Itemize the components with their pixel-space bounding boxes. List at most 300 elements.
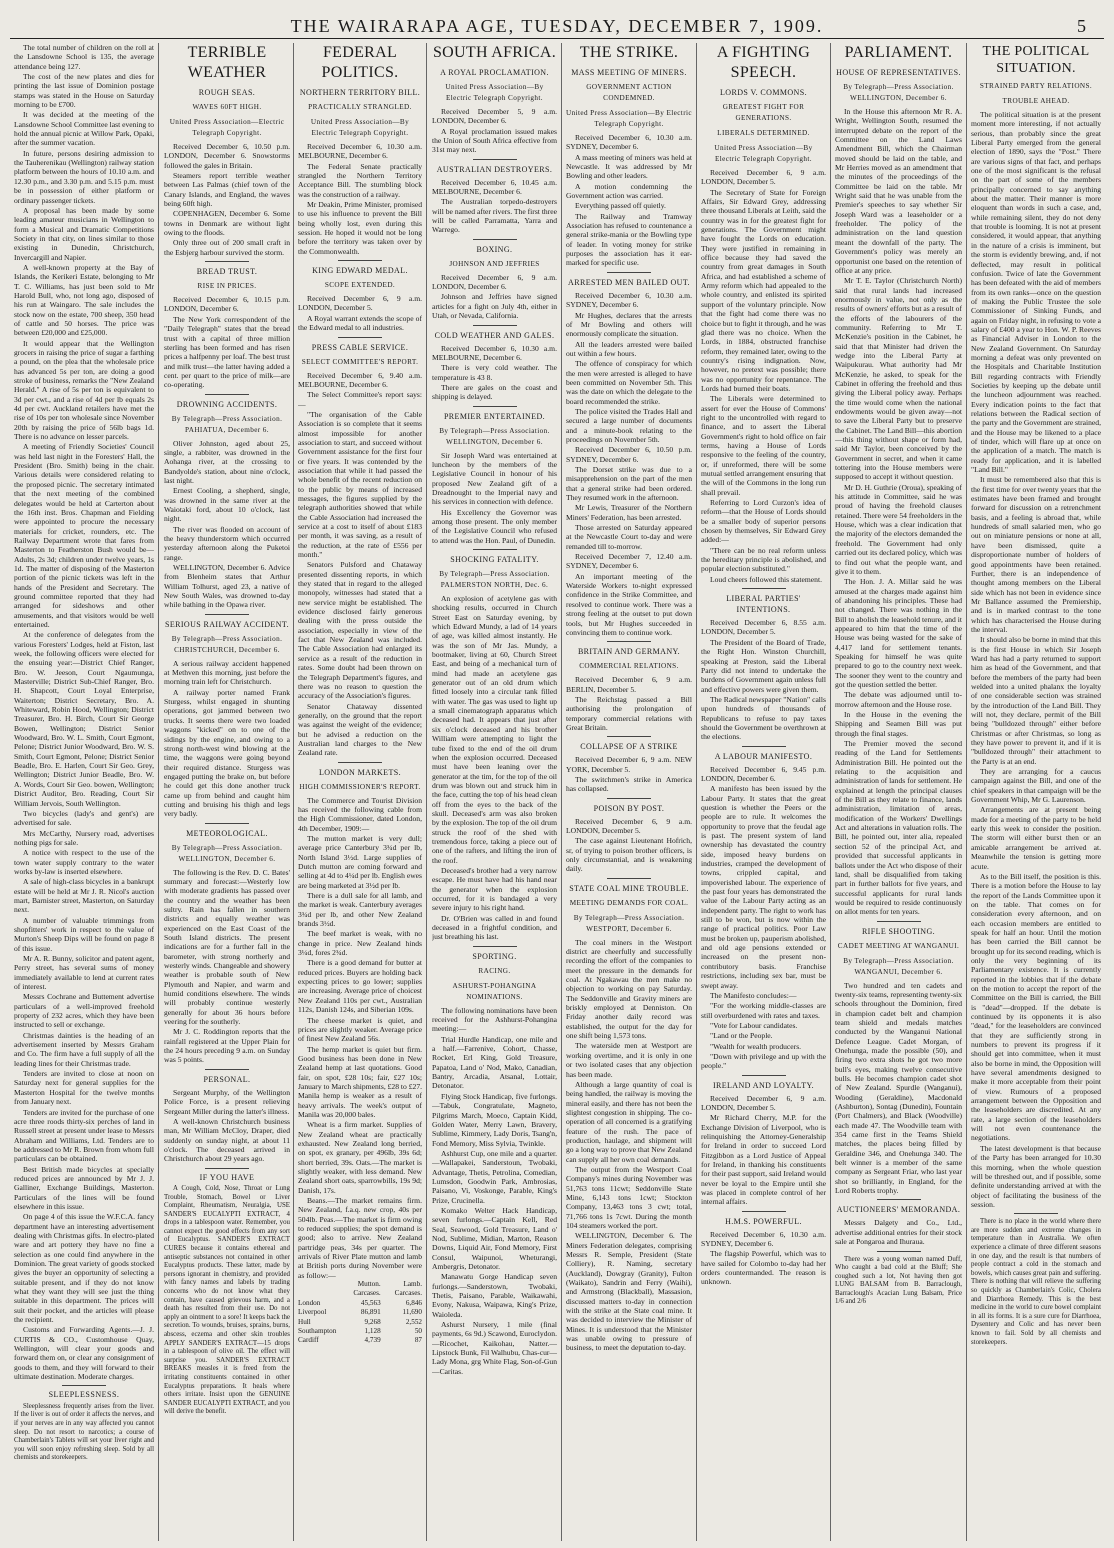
section-title: ROUGH SEAS. <box>198 88 256 97</box>
story-paragraphs <box>701 168 826 584</box>
paragraph: Mr D. H. Guthrie (Oroua), speaking of his attitude in Committee, said he was proud of having the freehold clauses retained. There were 54 freeholders in the House, which was a clear indication that the majority of the electors demanded the freehold. The Government had only carried out its declared policy, which was to find out what the people want, and give it to them. <box>835 482 962 576</box>
section-title: LIBERAL PARTIES' INTENTIONS. <box>726 594 801 615</box>
paragraph: There is a dull sale for all lamb, and the market is weak. Canterbury averages 3¾d per lb, and other New Zealand brands 3½d. <box>298 891 422 929</box>
paragraph: WELLINGTON, December 6. Advice from Blenheim states that Arthur William Tolhurst, aged 23, a native of New South Wales, was drowned to-day while bathing in the Opawa river. <box>164 563 290 610</box>
paragraph: The police visited the Trades Hall and secured a large number of documents and a minute-book relating to the proceedings on November 5th. <box>566 406 692 444</box>
paragraph: The Liberals were determined to assert for ever the House of Commons' right to the uncontrolled with regard to finance, and to assert the Liberal Government's right to hold office on fair terms, having a House of Lords responsive to the feeling of the country, or, if unreformed, there will be some mutual settled arrangement ensuring that the will of the Commons in the long run shall prevail. <box>701 394 826 497</box>
paragraph: The river was flooded on account of the heavy thunderstorm which occurred yesterday afternoon along the Puketoi range. <box>164 524 290 562</box>
column-parliament <box>835 43 962 1541</box>
section-title: PREMIER ENTERTAINED. <box>443 411 546 421</box>
credit-line: United Press Association—By Electric Telegraph Copyright. <box>310 118 410 137</box>
paragraph: Received December 6, 9 a.m. LONDON, December 5. <box>566 816 692 835</box>
paragraph: A well-known Christchurch business man, Mr William McCloy, Draper, died suddenly on sunday night, at about 11 o'clock. The deceased arrived in Christchurch about 29 years ago. <box>164 1116 290 1164</box>
story-paragraphs <box>298 371 422 758</box>
section-title: BOXING. <box>476 244 513 254</box>
table-row <box>298 1299 422 1308</box>
paragraph: They are arranging for a caucus campaign against the Bill, and one of the chief speakers in that campaign will be the Government Whip, Mr G. Laurenson. <box>971 767 1101 805</box>
paragraph: It would appear that the Wellington grocers in raising the price of sugar a farthing a pound, on the plea that the wholesale price has advanced 5s per ton, are doing a good stroke of business, remarks the "New Zealand Herald." A rise of 5s per ton is equivalent to 3d per cwt., and a rise of 4d per lb equals 2s 4d per cwt. Auckland retailers have met the rise of 10s per ton wholesale since November 20th by raising the price of 56lb bags 1d. There is no advance on lesser parcels. <box>14 338 154 442</box>
section-title: KING EDWARD MEDAL. <box>312 266 408 276</box>
section-title: POISON BY POST. <box>593 803 665 813</box>
credit-line: United Press Association—Electric Telegraph Copyright. <box>169 118 285 137</box>
paragraph: WELLINGTON, December 6. The Miners Federation delegates, comprising Messrs R. Semple, President (State Colliery), R. Naming, secretary (Auckland), Dowgray (Granity), Fulton (Waikato), Sandrin and Ferry (Waihi), and Armstrong (Blackball), Massasion, discussed matters to-day in connection with the strike at the State coal mine. It was decided to interview the Minister of Mines. It is understood that the Minister was unable owing to pressure of business, to meet the deputation to-day. <box>566 1231 692 1353</box>
credit-line: By Telegraph—Press Association. PALMERSTON NORTH, Dec. 6. <box>439 570 550 589</box>
headline: PARLIAMENT. <box>844 44 953 61</box>
divider <box>877 1199 921 1200</box>
headline: FEDERAL POLITICS. <box>321 44 399 81</box>
paragraph: The coal miners in the Westport district are cheerfully and successfully recording the effort of the companies to meet the pressure in the demands for coal. At Ngakawau the men make no objection to working on pay Saturday. The Seddonville and Gravity miners are briskly employed at Denniston. On Friday another daily record was established, the output for the day for one shift being 1,573 tons. <box>566 937 692 1041</box>
headline: THE POLITICAL SITUATION. <box>982 44 1090 76</box>
section-subtitle: TROUBLE AHEAD. <box>1002 97 1070 105</box>
column-local-news <box>14 43 154 1541</box>
local-news-paragraphs <box>14 43 154 1381</box>
table-cell: 1,128 <box>364 1326 381 1335</box>
column-divider <box>293 43 294 1541</box>
advert-text: There is no place in the world where there are more sudden and extreme changes in temperature than in Australia. We often experience a climate of three different seasons in one day, and the result is that numbers of people contract a cold in the stomach and bowels, which causes great pain and suffering. There is nothing that will relieve the suffering so quickly as Chamberlain's Colic, Cholera and Diarrhoea Remedy. This is the best medicine in the world to cure bowel complaint in all its forms. It is a sure cure for Diarrhoea, Dysentery and Colic and has never been known to fail. Sold by all chemists and storekeepers. <box>971 1218 1101 1346</box>
section-title: HOUSE OF REPRESENTATIVES. <box>836 68 961 77</box>
paragraph: The waterside men at Westport are working overtime, and it is only in one or two isolated cases that any objection has been made. <box>566 1041 692 1079</box>
column-divider <box>561 43 562 1541</box>
paragraph: Received December 6, 10.30 a.m. MELBOURNE, December 6. <box>298 142 422 161</box>
paragraph: The Hon. J. A. Millar said he was amused at the charges made against him of abandoning his principles. These had not changed. There was nothing in the Bill to abolish the leasehold tenure, and it appeared to him that the time of the House was being wasted for the sake of 4,417 land for settlement tenants. Speaking for himself he was quite prepared to go to the country next week. The sooner they went to the country and got the question settled the better. <box>835 577 962 689</box>
paragraph: The following is the Rev. D. C. Bates' summary and forecast:—Westerly low with moderate gradients has passed over the country and the weather has been sultry. Rain has fallen in southern districts and equally weather was experienced on the East Coast of the South Island districts. The present indications are for a further fall in the barometer, with strong northerly and westerly winds. Changeable and showery weather is probable south of New Plymouth and Napier, and warm and humid conditions elsewhere. The winds will probably continue westerly generally for about 36 hours before veering for the southerly. <box>164 867 290 1027</box>
paragraph: Christmas dainties is the heading of an advertisement inserted by Messrs Graham and Co. The firm have a full supply of all the leading lines for their Christmas trade. <box>14 1030 154 1068</box>
section-subtitle: ASHURST-POHANGINA NOMINATIONS. <box>452 981 537 1001</box>
paragraph: Received December 6, 9.45 p.m. LONDON, December 6. <box>701 764 826 783</box>
paragraph: Oliver Johnston, aged about 25, single, a rabbiter, was drowned in the Aohanga river, at the crossing to Bandyolde's station, about nine o'clock, last night. <box>164 438 290 485</box>
story-paragraphs <box>298 142 422 256</box>
paragraph: Received December 6, 10.30 a.m. MELBOURNE, December 6. <box>432 343 557 362</box>
table-cell: 9,268 <box>364 1317 381 1326</box>
section-subtitle: JOHNSON AND JEFFRIES <box>449 259 540 268</box>
paragraph: Customs and Forwarding Agents.—J. J. CURTIS & CO., Customhouse Quay, Wellington, will clear your goods and forward them on, or clear any consignment of goods to them, and they will forward to their ultimate destination. Moderate charges. <box>14 1325 154 1382</box>
paragraph: Received December 6, 10.15 p.m. LONDON, December 6. <box>164 295 290 314</box>
paragraph: "Wealth for wealth producers. <box>710 1041 802 1051</box>
section-title: BRITAIN AND GERMANY. <box>577 647 681 657</box>
paragraph: The beef market is weak, with no change in price. New Zealand hinds 3¼d, fores 2¾d. <box>298 929 422 958</box>
paragraph: The Federal Senate practically strangled the Northern Territory Acceptance Bill. The stumbling block was the construction of a railway. <box>298 161 422 199</box>
table-row <box>298 1318 422 1327</box>
paragraph: Arrangements are at present being made for a meeting of the party to be held early this week to consider the position. The storm will either burst then or an amicable arrangement be arrived at. Meanwhile the tension is getting more acute. <box>971 805 1101 871</box>
paragraph: A railway porter named Frank Sturgess, whilst engaged in shunting operations, got jammed between two trucks. It seems there were two loaded waggons "kicked" on to one of the sidings by the engine, and owing to a strong north-west wind blowing at the time, the waggons were going beyond their required distance. Sturgess was engaged putting the brake on, but before he could get this done another truck came up from behind and caught him cutting and bruising his thigh and legs very badly. <box>164 687 290 819</box>
masthead <box>0 0 1114 36</box>
paragraph: The output from the Westport Coal Company's mines during November was 51,763 tons 11cwt; Seddonville State Mine, 6,143 tons 1cwt; Stockton Company, 13,463 tons 3 cwt; total, 71,766 tons 1s 7cwt. During the month 104 steamers worked the port. <box>566 1164 692 1230</box>
table-cell: 50 <box>414 1326 422 1335</box>
story-paragraphs <box>164 868 290 1065</box>
story-paragraphs <box>164 142 290 257</box>
paragraph: Received December 6, 9 a.m. LONDON, December 5. <box>701 168 826 187</box>
paragraph: It must be remembered also that this is the first time for over twenty years that the estimates have been framed and brought forward for discussion on a retrenchment basis, and a feeling is abroad that, while hundreds of small salaried men, who go out on miniature pensions or none at all, have been dismissed, quite a disproportionate number of holders of good appointments have been retained. Further, there is an independence of thought among members on the Liberal side which has not been in evidence since Mr Ballance assumed the Premiership, and is in marked contrast to the tone which has characterised the House during the interval. <box>971 475 1101 634</box>
paragraph: "There can be no real reform unless the hereditary principle is abolished, and popular election substituted." <box>701 545 826 574</box>
paragraph: The Manifesto concludes:— <box>710 990 797 1000</box>
column-federal-politics <box>298 43 422 1541</box>
section-title: PERSONAL. <box>203 1074 251 1084</box>
headline: TERRIBLE WEATHER <box>187 44 267 81</box>
paragraph: The total number of children on the roll at the Lansdowne School is 135, the average attendance being 127. <box>14 43 154 71</box>
paragraph: Messrs Cochrane and Buttement advertise particulars of a well-improved freehold property of 232 acres, which they have been instructed to sell or exchange. <box>14 992 154 1030</box>
paragraph: The New York correspondent of the "Daily Telegraph" states that the bread trust with a capital of three million sterling has been formed and has risen prices a halfpenny per loaf. The best trust and milk trust—the latter having added a cent. per quart to the price of milk—are co-operating. <box>164 314 290 390</box>
story-paragraphs <box>432 344 557 402</box>
advert-title: IF YOU HAVE <box>199 1172 255 1182</box>
divider <box>205 1168 249 1169</box>
paragraph: The flagship Powerful, which was to have sailed for Colombo to-day had her orders countermanded. The reason is unknown. <box>701 1249 826 1287</box>
paragraph: "Vote for Labour candidates. <box>710 1020 798 1030</box>
credit-line: By Telegraph—Press Association. WESTPORT, December 6. <box>573 913 685 933</box>
paragraph: Ernest Cooling, a shepherd, single, was drowned in the same river at the Waiotaki ford, about 10 o'clock, last night. <box>164 486 290 524</box>
story-paragraphs <box>432 273 557 321</box>
table-cell: London <box>298 1298 321 1307</box>
paragraph: The hemp market is quiet but firm. Good business has been done in New Zealand hemp at last quotations. Good fair, on spot, £28 10s; fair, £27 10s; January to March shipments, £28 to £27. Manila hemp is weaker as a result of heavy arrivals. The week's output of Manila was 20,000 bales. <box>298 1044 422 1119</box>
paragraph: A proposal has been made by some leading amateur musicians in Wellington to form a Musical and Dramatic Competitions Society in that city, on lines similar to those existing in Dunedin, Christchurch, Invercargill and Napier. <box>14 205 154 262</box>
section-subtitle: STRAINED PARTY RELATIONS. <box>979 82 1093 90</box>
table-cell: 86,891 <box>360 1308 381 1317</box>
column-divider <box>426 43 427 1541</box>
headline: A FIGHTING SPEECH. <box>716 44 811 81</box>
divider <box>742 746 786 747</box>
paragraph: Received December 6, 8.55 a.m. LONDON, December 5. <box>701 618 826 637</box>
table-header: Lamb. Carcases. <box>394 1280 422 1298</box>
advert-title: SLEEPLESSNESS. <box>48 1390 120 1400</box>
paragraph: A serious railway accident happened at Methven this morning, just before the morning train left for Christchurch. <box>164 658 290 687</box>
section-subtitle: GREATEST FIGHT FOR GENERATIONS. <box>722 103 805 122</box>
section-title: LONDON MARKETS. <box>319 767 401 777</box>
paragraph: On page 4 of this issue the W.F.C.A. fancy department have an interesting advertisement dealing with Christmas gifts. In electro-plated ware and art pottery they have no fine a selection as one could find anywhere in the Dominion. The great variety of goods stocked gives the buyer an opportunity of selecting a suitable present, and if they do not know what they want they will see just the thing suitable in this department. The prices will suit their pocket, and the articles will please the recipient. <box>14 1212 154 1325</box>
paragraph: Tenders are invited to close at noon on Saturday next for general supplies for the Masterton Hospital for the twelve months from January next. <box>14 1069 154 1107</box>
section-subtitle: CADET MEETING AT WANGANUI. <box>837 941 960 950</box>
story-paragraphs <box>164 295 290 389</box>
paragraph: Mr Richard Cherry, M.P. for the Exchange Division of Liverpool, who is relinquishing the Attorney-Generalship for Ireland in order to succeed Lord Fitzgibbon as a Lord Justice of Appeal for Ireland, in thanking his constituents for their past support, said Ireland would never be loyal to the Empire until she was placed in complete control of her internal affairs. <box>701 1113 826 1207</box>
table-header <box>298 1280 336 1299</box>
column-divider <box>966 43 967 1541</box>
paragraph: The case against Lieutenant Hofrich, sr, of trying to poison brother officers, is only circumstantial, and is weakening daily. <box>566 836 692 874</box>
divider <box>62 1385 106 1386</box>
section-title: PRESS CABLE SERVICE. <box>311 342 409 352</box>
paragraph: The cost of the new plates and dies for printing the last issue of Dominion postage stamps was stated in the House on Saturday morning to be £700. <box>14 72 154 110</box>
paragraph: The President of the Board of Trade, the Right Hon. Winston Churchill, speaking at Preston, said the Liberal Party did not intend to undertake the burdens of Government again unless full and effective powers were given them. <box>701 637 826 694</box>
divider <box>205 1069 249 1070</box>
paragraph: Manawatu Gorge Handicap seven furlongs.—Sanderstown, Twobaki, Thetis, Paisano, Parable, Waikawahi, Evony, Nakusa, Waipawa, King's Prize, Waioleda. <box>432 1272 557 1319</box>
story-paragraphs <box>566 675 692 732</box>
masthead-rule <box>10 38 1104 39</box>
table-cell: 11,690 <box>402 1308 422 1317</box>
paragraph: A mass meeting of miners was held at Newcastle. It was addressed by Mr Bowling and other leaders. <box>566 152 692 181</box>
paragraph: In the House this afternoon Mr R. A. Wright, Wellington South, resumed the interrupted debate on the report of the Committee on the Land Laws Amendment Bill, which the Chairman moved should be laid on the table, and Mr Herries moved as an amendment that the minutes of the proceedings of the Committee be laid on the table. Mr Wright said that he was unable from the Premier's speeches to say whether Sir Joseph Ward was a leaseholder or a freeholder. The policy of the administration on the land question meant the downfall of the party. The Government's policy was merely an opportunist one based on the retention of office at any price. <box>835 107 962 275</box>
divider <box>607 736 651 737</box>
paragraph: Everything passed off quietly. <box>575 201 666 211</box>
paragraph: An explosion of acetylene gas with shocking results, occurred in Church Street East on Saturday evening, by which Edward Mundy, a lad of 14 years of age, was killed almost instantly. He was the son of Mr Jas. Mundy, a bootmaker, living at 60, Church Street East, and being of a mechanical turn of mind had made an acetylene gas generator out of an old drum which fitted loosely into a circular tank filled with water. The gas was used to light up a small cinematograph apparatus which deceased had. It appears that just after six o'clock deceased and his brother William were attempting to light the tube fixed to the end of the oil drum when the explosion occurred. Deceased must have been leaning over the generator at the tim, for the top of the oil drum was blown out and struck him in the face, cutting the top of his head clean off from the eyes to the back of the skull. Deceased's arm was also broken by the explosion. The top of the oil drum struck the roof of the shed with tremendous force, taking a piece out of one of the rafters, and lifting the iron of the roof. <box>432 594 557 865</box>
divider <box>607 272 651 273</box>
paragraph: Senators Pulsford and Chataway presented dissenting reports, in which they stated that in regard to the alleged monopoly, witnesses had stated that a new service might be established. The evidence disclosed fairly generous dealing with the press outside the association, especially in view of the fact that New Zealand was included. The Cable Association had enlarged its service as a result of the reduction in rates. Some doubt had been thrown on the Telegraph Department's figures, and there was no reason to question the accuracy of the Association's figures. <box>298 560 422 701</box>
section-title: MASS MEETING OF MINERS. <box>571 68 687 77</box>
paragraph: "The organisation of the Cable Association is so complete that it seems almost impossible for another association to start, and succeed without Government assistance for the first four or five years. It was contended by the association that while it had passed the whole benefit of the recent reduction on to the public by means of increased messages, the figures supplied by the telegraph authorities showed that while the Cable Association had increased the service at a cost to itself of about £183 per month, it was saving, as a result of the reduction, at the rate of £556 per month." <box>298 409 422 560</box>
section-subtitle: HIGH COMMISSIONER'S REPORT. <box>299 782 421 791</box>
headline: THE STRIKE. <box>579 44 679 61</box>
paragraph: A well-known property at the Bay of Islands, the Kerikeri Estate, belonging to Mr T. C. Williams, has just been sold to Mr Harold Bull, who, not long ago, disposed of his run at Waingaro. The sale includes the stock now on the estate, 700 sheep, 350 head of cattle and 50 horses. The price was between £20,000 and £25,000. <box>14 262 154 338</box>
paragraph: Mr Lewis, Treasurer of the Northern Miners' Federation, has been arrested. <box>566 503 692 522</box>
credit-line: United Press Association—By Electric Telegraph Copyright. <box>566 109 692 128</box>
table-row <box>298 1336 422 1345</box>
table-cell: Hull <box>298 1317 311 1326</box>
advert-text: There was a young woman named Duff, Who caught a bad cold at the Bluff; She coughed such a lot, Not having then got LUNG BALSAM from B. Barraclough, Barraclough's Acacian Lung Balsam, Price 1/6 and 2/6 <box>835 1255 962 1306</box>
column-weather <box>164 43 290 1541</box>
story-paragraphs <box>432 1006 557 1376</box>
credit-line: By Telegraph—Press Association. WANGANUI, December 6. <box>843 956 954 976</box>
story-paragraphs <box>164 1088 290 1164</box>
credit-line: By Telegraph—Press Association. WELLINGTON, December 6. <box>843 83 954 102</box>
table-row <box>298 1308 422 1317</box>
paragraph: Received December 6, 9 a.m. LONDON, December 6. <box>432 272 557 292</box>
paragraph: Loud cheers followed this statement. <box>710 574 822 584</box>
divider <box>473 946 517 947</box>
paragraph: His Excellency the Governor was among those present. The only member of the Legislative Council who refused to attend was the Hon. Paul, of Dunedin. <box>432 507 557 545</box>
column-strike <box>566 43 692 1541</box>
divider <box>205 394 249 395</box>
story-paragraphs <box>298 294 422 332</box>
paragraph: A manifesto has been issued by the Labour Party. It states that the great question is whether the Peers or the people are to rule. It welcomes the opportunity to prove that the feudal age is past. The present system of land ownership has devastated the country side, imposed heavy burdens on industries, cramped the development of towns, crippled capital, and impoverished labour. The experience of the past four years has demonstrated the value of the Labour Party acting as an independent party. The right to work has still to be won, but is now within the range of practical politics. Poor Law must be broken up, pauperism abolished, and old age pensions extended or increased on the present non-contributory basis. Franchise restrictions, including sex bar, must be swept away. <box>701 784 826 990</box>
column-fighting-speech <box>701 43 826 1541</box>
paragraph: Messrs Dalgety and Co., Ltd., advertise additional entries for their stock sale at Pongaroa and Ihuraua. <box>835 1218 962 1247</box>
paragraph: Mrs McCarthy, Nursery road, advertises nothing pigs for sale. <box>14 828 154 847</box>
divider <box>473 549 517 550</box>
paragraph: The Reichstag passed a Bill authorising the prolongation of temporary commercial relations with Great Britain. <box>566 694 692 732</box>
paragraph: In future, persons desiring admission to the Tauherenikau (Wellington) railway station platform between the hours of 10.10 a.m. and 12.30 p.m., and 3.30 p.m. and 5.15 p.m. must be in possession of either platform or ordinary passenger tickets. <box>14 148 154 205</box>
column-divider <box>696 43 697 1541</box>
story-paragraphs <box>835 981 962 1196</box>
section-subtitle: LIBERALS DETERMINED. <box>717 129 810 137</box>
advert-text: Sleeplessness frequently arises from the liver. If the liver is out of order it affects the nerves, and if your nerves are in any way affected you cannot sleep. Do not resort to narcotics; a course of Chamberlain's Tablets will set your liver right and you will soon enjoy refreshing sleep. Sold by all chemists and storekeepers. <box>14 1402 154 1462</box>
divider <box>742 588 786 589</box>
story-paragraphs <box>432 451 557 545</box>
divider <box>742 1075 786 1076</box>
story-paragraphs <box>164 439 290 610</box>
paragraph: Two bicycles (lady's and gent's) are advertised for sale. <box>14 808 154 828</box>
paragraph: The latest development is that because of the Party has been arranged for 10.30 this morning, when the whole question will be threshed out, and if possible, some definite understanding arrived at with the object of facilitating the business of the session. <box>971 1143 1101 1209</box>
table-cell: 4,739 <box>364 1336 381 1345</box>
table-cell: 45,563 <box>360 1298 381 1307</box>
advert-text: A Cough, Cold, Nose, Throat or Lung Trouble, Stomach, Bowel or Liver Complaint, Rheumatism, Neuralgia, USE SANDER'S EUCALYPTI EXTRACT, 4 drops in a tablespoon water. Remember, you cannot expect the good effects from any sort of Eucalyptus. SANDER'S EXTRACT CURES because it contains ethereal and antiseptic substances not contained in other Eucalyptus products. These latter, made by persons ignorant in chemistry, and provided with fancy names and labels by trading concerns who do not know what they contain, have caused grievous harm, and a death has resulted from their use. Do not apply an ointment to a sore! It keeps back the secretion. To wounds, bruises, sprains, burns, abscess, eczema and other skin troubles APPLY SANDER'S EXTRACT—15 drops in a tablespoon of olive oil. The effect will surprise you. SANDER'S EXTRACT BREAKS measles it is freed from the irritating constituents contained in other Eucalyptus preparations. It heals where others irritate. Insist upon the GENUINE SANDER EUCALYPTI EXTRACT, and you will derive the benefit. <box>164 1184 290 1416</box>
table-cell: 87 <box>414 1336 422 1345</box>
paragraph: Sir Joseph Ward was entertained at luncheon by the members of the Legislative Council in honour of his proposed New Zealand gift of a Dreadnought to the Imperial navy and his services in connection with defence. <box>432 450 557 507</box>
section-subtitle: RISE IN PRICES. <box>197 282 257 291</box>
paragraph: Ashurst Nursery, 1 mile (final payments, 6s 9d.) Scawond, Euroclydon.—Ricochet, Kaikohau, Natter.—Lipstock Bunk, Fil Walhubu, Chas-cur—Lady Mona, grg White Flag, Son-of-Gun—Caritas. <box>432 1320 557 1376</box>
story-paragraphs <box>432 178 557 235</box>
section-subtitle: GOVERNMENT ACTION CONDEMNED. <box>586 83 672 102</box>
paragraph: COPENHAGEN, December 6. Some towns in Denmark are without light owing to the floods. <box>164 209 290 238</box>
paragraph: Mr Hughes, declares that the arrests of Mr Bowling and others will enormously complicate the situation. <box>566 310 692 339</box>
credit-line: By Telegraph—Press Association. PAHIATUA, December 6. <box>171 414 283 434</box>
table-cell: 6,846 <box>405 1298 422 1307</box>
paragraph: Received December 6, 10.30 a.m. SYDNEY, December 6. <box>566 290 692 310</box>
paragraph: A number of valuable trimmings from shopfitters' work in respect to the value of Murton's Sheep Dips will be found on page 8 of this issue. <box>14 915 154 953</box>
paragraph: Johnson and Jeffries have signed articles for a fight on July 4th, either in Utah, or Nevada, California. <box>432 292 557 321</box>
story-paragraphs <box>432 594 557 942</box>
paragraph: The Select Committee's report says:— <box>298 390 422 409</box>
paragraph: The Secretary of State for Foreign Affairs, Sir Edward Grey, addressing three thousand Liberals at Leith, said the country was in for the greatest fight for generations. The Government might have fought the Lords on education. They were justified in remaining in office because they had saved the country from great damages in South Africa, and had established a scheme of Army reform which had appealed to the whole country, and enlisted its spirited support of the voluntary principle. Now that the fight had come there was no choice but to fight it through, and he was glad there was no choice. When the Lords, in 1884, obstructed franchise reform, they remained later, owing to the country's rising indignation. Now, however, no pretext was possible; there was no opportunity for repentance. The Lords had burned their boats. <box>701 187 826 393</box>
paragraph: Two hundred and ten cadets and twenty-six teams, representing twenty-six schools throughout the Dominion, fired in champion cadet belt and champion team shield and medals matches conducted by the Wanganui National Defence League. Cadet Morgan, of Onehunga, made the possible (50), and firing two extra shots he got two more bull's eyes, making twelve consecutive bulls. He becomes champion cadet shot of New Zealand. Spurdle (Wanganui), Wooding (Geraldine), Macdonald (Ashburton), Sontag (Dunedin), Fountain (Port Chalmers), and Black (Woodville) each made 47. The Woodville team with 354 came first in the Teams Shield matches, the places being filled by Geraldine 346, and Onehunga 340. The belt winner is a member of the same company as Sergeant Friar, who last year shot so brilliantly, in England, for the Lord Roberts trophy. <box>835 980 962 1196</box>
divider <box>607 798 651 799</box>
story-paragraphs <box>701 618 826 741</box>
paragraph: The debate was adjourned until to-morrow afternoon and the House rose. <box>835 690 962 709</box>
paragraph: The following nominations have been received for the Ashhurst-Pohangina meeting:— <box>432 1005 557 1034</box>
paragraph: All the leaders arrested were bailed out within a few hours. <box>566 339 692 358</box>
paragraph: Received December 6, 10.50 p.m. SYDNEY, December 6. <box>566 445 692 464</box>
headline: SOUTH AFRICA. <box>432 44 557 61</box>
story-paragraphs <box>298 796 422 1281</box>
section-title: SHOCKING FATALITY. <box>450 555 539 564</box>
credit-line: By Telegraph—Press Association. WELLINGTON, December 6. <box>439 426 550 446</box>
paragraph: There are gales on the coast and shipping is delayed. <box>432 382 557 402</box>
story-paragraphs <box>701 1094 826 1207</box>
section-subtitle: COMMERCIAL RELATIONS. <box>579 662 679 671</box>
paragraph: The Commerce and Tourist Division has received the following cable from the High Commissioner, dated London, 4th December, 1909:— <box>298 795 422 833</box>
section-subtitle: RACING. <box>478 966 511 975</box>
paragraph: Tenders are invited for the purchase of one acre three roods thirty-six perches of land in Russell street at present under lease to Messrs Abraham and Williams, Ltd. Tenders are to be addressed to Mr R. Brown from whom full particulars can be obtained. <box>14 1107 154 1164</box>
paragraph: "Down with privilege and up with the people." <box>701 1051 826 1071</box>
paragraph: Senator Chataway dissented generally, on the ground that the report was against the weight of the evidence; but he advised a reduction on the Australian land charges to the New Zealand rate. <box>298 701 422 758</box>
story-paragraphs <box>164 659 290 819</box>
divider <box>338 260 382 261</box>
story-paragraphs <box>566 755 692 793</box>
paragraph: Wheat is a firm market. Supplies of New Zealand wheat are practically exhausted. New Zealand long berried, on spot, ex granary, per 496lb, 39s 6d; short berried, 39s. Oats.—The market is slightly weaker, with less demand. New Zealand short oats, sparrowbills, 19s 9d; Danish, 17s. <box>298 1120 422 1195</box>
divider <box>205 823 249 824</box>
section-title: H.M.S. POWERFUL. <box>725 1216 802 1226</box>
credit-line: By Telegraph—Press Association. WELLINGTON, December 6. <box>171 843 283 863</box>
story-paragraphs <box>971 110 1101 1209</box>
paragraph: A Royal proclamation issued makes the Union of South Africa effective from 31st may next. <box>432 126 557 155</box>
paragraph: The Premier moved the second reading of the Land for Settlements Administration Bill. He pointed out the relating to the acquisition and administration of lands for settlement. He explained at length the principal clauses of the Bill as they relate to finance, lands administration, limitation of areas, modification of the Workers' Dwellings Act and alterations in valuation rolls. The Bill, he pointed out, inter alia, repealed section 52 of the principal Act, and provided that successful applicants in ballots under the Act who dispose of their land, shall be disqualified from taking part in further ballots for five years, and successful applicants for rural lands would be required to reside continuously on allot ments for ten years. <box>835 739 962 917</box>
divider <box>473 239 517 240</box>
paragraph: Only three out of 200 small craft in the Esbjerg harbour survived the storm. <box>164 238 290 257</box>
story-paragraphs <box>701 765 826 1071</box>
paragraph: Received December 6, 9 a.m. NEW YORK, December 5. <box>566 755 692 774</box>
column-divider <box>830 43 831 1541</box>
paragraph: "For the working middle-classes are still overburdened with rates and taxes. <box>701 1001 826 1020</box>
column-divider <box>158 43 159 1541</box>
table-cell: Cardiff <box>298 1336 319 1345</box>
section-title: IRELAND AND LOYALTY. <box>712 1080 815 1090</box>
paragraph: Mr Deakin, Prime Minister, promised to use his influence to prevent the Bill being wholly lost, even during this session. He hoped it would not be long before the territory was taken over by the Commonwealth. <box>298 200 422 256</box>
paragraph: Deceased's brother had a very narrow escape. He must have had his hand near the generator when the explosion occurred, for it is bandaged a very severe injury to his right hand. <box>432 865 557 913</box>
paragraph: Dr. O'Brien was called in and found deceased in a frightful condition, and just breathing his last. <box>432 913 557 942</box>
divider <box>742 1211 786 1212</box>
paragraph: Ashhurst Cup, one mile and a quarter.—Wallapakei, Sanderstoun, Twobaki, Advantage, Thetis, Petrolina, Comedian, Lumsdon, Goodwin Park, Ambrosias, Paisano, Vi, Voskonge, Parable, King's Prize, Crucinella. <box>432 1148 557 1205</box>
paragraph: Steamers report terrible weather between Las Palmas (chief town of the Canary Islands, and England, the waves being 60ft high. <box>164 171 290 209</box>
section-title: AUSTRALIAN DESTROYERS. <box>436 164 553 174</box>
credit-line: By Telegraph—Press Association. CHRISTCHURCH, December 6. <box>171 634 283 654</box>
divider <box>205 614 249 615</box>
paragraph: Trial Hurdle Handicap, one mile and a half.—Farrenive, Cohort, Chasse, Rocket, Erl King, Gold Treasure, Papatoa, Land o' Nod, Mako, Canadian, Bantry, Arcadia, Atsanal, Lottair, Detonator. <box>432 1034 557 1091</box>
section-title: A LABOUR MANIFESTO. <box>714 751 813 761</box>
column-political-situation <box>971 43 1101 1541</box>
paragraph: Those arrested on Saturday appeared at the Newcastle Court to-day and were remanded till to-morrow. <box>566 523 692 551</box>
divider <box>877 1251 921 1252</box>
paragraph: Mr T. E. Taylor (Christchurch North) said that rural lands had increased enormously in value, not only as the results of owners' efforts but as a result of the efforts of the labourers of the community. Referring to Mr T. McKenzie's position in the Cabinet, he said that that Minister had driven the wedge into the Liberal Party at Waipukurau. What authority had Mr McKenzie, he asked, to speak for the Cabinet in offering the freehold and thus giving the Liberal policy away. Perhaps the time would come when the national endowments would be given away—not to save the Liberal Party but to preserve the Cabinet. The Land Bill—this abortion—this thing without shape or form had, said Mr Taylor, been conceived by the Government in secret, and when it came tottering into the House members were supposed to accept it without question. <box>835 276 962 482</box>
paragraph: A sale of high-class bicycles in a bankrupt estate will be held at Mr J. R. Nicol's auction mart, Barnister street, Masterton, on Saturday next. <box>14 877 154 915</box>
paragraph: Received December 7, 12.40 a.m. SYDNEY, December 6. <box>566 552 692 571</box>
section-subtitle: WAVES 60FT HIGH. <box>192 103 262 111</box>
table-cell: 2,552 <box>405 1317 422 1326</box>
paragraph: A meeting of Friendly Societies' Council was held last night in the Foresters' Hall, the President (Bro. Smith) being in the chair. Various details were considered relating to the proposed picnic. The secretary intimated that the next meeting of the combined delegates would be held at Carterton about the 16th inst. Bros. Chapman and Fielding were appointed to procure the necessary materials for cricket, rounders, etc. The Railway Department wrote that fares from Masterton to Featherston Bush would be—Adults, 2s 3d; children under twelve years, 1s 1d. The matter of disposing of the Masterton portion of the picnic tickets was left in the hands of the President and Secretary. The ground committee reported that they had arranged for sideshows and other amusements, and that visitors would be well entertained. <box>14 442 154 629</box>
paragraph: The Dorset strike was due to a misapprehension on the part of the men that a general strike had been ordered. They resumed work in the afternoon. <box>566 465 692 503</box>
paragraph: Mr J. C. Roddington reports that the rainfall registered at the Upper Plain for the 24 hours preceding 9 a.m. on Sunday was 5 points. <box>164 1027 290 1065</box>
divider <box>877 921 921 922</box>
paragraph: Beans.—The market remains firm. New Zealand, f.a.q. new crop, 40s per 504lb. Peas.—The market is firm owing to reduced supplies; the spot demand is good; also to arrive. New Zealand partridge peas, 34s per quarter. The arrivals of River Plate mutton and lamb at British ports during November were as follow:— <box>298 1196 422 1280</box>
paragraph: Komako Welter Hack Handicap, seven furlongs.—Captain Kell, Red Seal, Seawood, Gold Treasure, Land o' Nod, Sublime, Midian, Marton, Reason Downs, Liquid Air, Fond Memory, First Consul, Waipunoi, Wheturangi, Ambergris, Detonator. <box>432 1205 557 1271</box>
paragraph: The Railway and Tramway Association has refused to countenance a general strike-mania or the Bowling type of leader. In voting money for strike purposes the association has it ear-marked for specific use. <box>566 211 692 268</box>
section-title: COLD WEATHER AND GALES. <box>434 330 555 340</box>
paragraph: The offence of conspiracy for which the men were arrested is alleged to have been committed on November 5th. This was the date on which the delegate to the board recommended the strike. <box>566 359 692 406</box>
credit-line: United Press Association—By Electric Telegraph Copyright. <box>445 83 544 102</box>
paragraph: Received December 6, 10.45 a.m. MELBOURNE, December 6. <box>432 177 557 197</box>
story-paragraphs <box>432 107 557 155</box>
paragraph: Flying Stock Handicap, five furlongs.—Tabuk, Congratulate, Magneto, Pilgrims March, Moeco, Captain Kidd, Golden Water, Merry Lawn, Bravery, Sublime, Kimmery, Lady Doris, Tsang'n, Fond Memory, Miss Sylvia, Twinkle. <box>432 1091 557 1148</box>
paragraph: The cheese market is quiet, and prices are slightly weaker. Average price of finest New Zealand 56s. <box>298 1015 422 1044</box>
paragraph: It was decided at the meeting of the Lansdowne School Committee last evening to hold the annual picnic at Willow Park, Opaki, after the summer vacation. <box>14 110 154 148</box>
paragraph: Best British made bicycles at specially reduced prices are announced by Mr J. J. Galliner, Exchange Buildings, Masterton. Particulars of the lines will be found elsewhere in this issue. <box>14 1164 154 1211</box>
table-cell: Liverpool <box>298 1308 327 1317</box>
section-subtitle: SELECT COMMITTEE'S REPORT. <box>301 357 419 366</box>
page-number: 5 <box>1077 16 1086 36</box>
paragraph: A motion condemning the Government action was carried. <box>566 181 692 201</box>
divider <box>607 878 651 879</box>
masthead-title: THE WAIRARAPA AGE, TUESDAY, DECEMBER 7, 1909. <box>290 16 824 36</box>
section-title: BREAD TRUST. <box>196 267 258 277</box>
section-title: SERIOUS RAILWAY ACCIDENT. <box>164 619 289 629</box>
paragraph: The mutton market is very dull; average price Canterbury 3¾d per lb, North Island 3½d. Large supplies of Dutch mutton are coming forward and selling at 4d to 4¼d per lb. English ewes are being marketed at 3½d per lb. <box>298 833 422 890</box>
divider <box>338 337 382 338</box>
paragraph: There is very cold weather. The temperature is 43 8. <box>432 363 557 382</box>
section-subtitle: MEETING DEMANDS FOR COAL. <box>569 898 689 907</box>
story-paragraphs <box>701 1230 826 1287</box>
paragraph: As to the Bill itself, the position is this. There is a motion before the House to lay the report of the Lands Committee upon it on the table. That comes on for consideration every afternoon, and on each occasion members are entitled to speak for half an hour. Until the motion has been carried the Bill cannot be brought up for its second reading, which is only the very beginning of its Parliamentary existence. It is currently reported in the lobbies that if the debate on the motion to accept the report of the Committee on the Bill is carried, the Bill is "dead"—dropped. If the debate is continued by its opponents it is also "dead," for the leaseholders are convinced that they are sufficiently strong in numbers to prevent its progress if it should get into committee, when it must also be borne in mind, the Opposition will have several amendments designed to make it more acceptable from their point of view. Rumours of a proposed arrangement between the Opposition and the leaseholders are discredited. At any rate, a large section of the leaseholders will not even countenance the negotiations. <box>971 871 1101 1143</box>
market-table <box>298 1280 422 1345</box>
section-title: LORDS V. COMMONS. <box>720 88 807 97</box>
paragraph: The political situation is at the present moment more interesting, if not actually serious, than probably since the great Liberal Party emerged from the general election of 1890, says the "Post." There are various signs of that fact, and perhaps one of the most significant is the refusal on the part of some of the members principally concerned to say anything about the matter. Their manner is more eloquent than words in such a case, and, while remaining silent, they do not deny that trouble is looming. It is not at present considered, it would appear, that anything in the nature of a crisis is imminent, but the storm is evidently brewing, and, if not deflected, may result in political confusion. Twice of late the Government has been defeated with the aid of members from its own ranks—once on the question of making the Public Trustee the sole Commissioner of Sinking Funds, and again on Friday night, in refusing to vote a salary of £400 a year to Hon. W. P. Reeves as Financial Adviser in London to the New Zealand Government. On Saturday morning a defeat was only prevented on the Hospitals and Charitable Institution Bill regarding contracts with Friendly Societies by keeping up the debate until the luncheon adjournment was reached. Every indication points to the fact that relations between the Radical section of the party and the Government are strained, and the House may be likened to a place of tinder, which will flare up at once on the application of a match. The match is ready for application, and it is labelled "Land Bill." <box>971 110 1101 475</box>
paragraph: Mr A. R. Bunny, solicitor and patent agent, Perry street, has several sums of money immediately available to lend at current rates of interest. <box>14 954 154 992</box>
section-title: ARRESTED MEN BAILED OUT. <box>568 277 690 287</box>
paragraph: A notice with respect to the use of the town water supply contrary to the water works by-law is inserted elsewhere. <box>14 848 154 876</box>
table-cell: Southampton <box>298 1326 337 1335</box>
paragraph: Received December 6, 9.40 a.m. MELBOURNE, December 6. <box>298 370 422 389</box>
section-title: RIFLE SHOOTING. <box>861 926 936 936</box>
section-title: NORTHERN TERRITORY BILL. <box>299 88 421 97</box>
story-paragraphs <box>835 107 962 917</box>
paragraph: An important meeting of the Waterside Workers to-night expressed confidence in the Strike Committee, and resolved to continue work. There was a strong feeling at the outset to put down tools, but Mr Hughes succeeded in convincing them to continue work. <box>566 571 692 637</box>
section-title: COLLAPSE OF A STRIKE <box>580 742 678 752</box>
section-title: STATE COAL MINE TROUBLE. <box>569 883 689 893</box>
table-row <box>298 1327 422 1336</box>
paragraph: It should also be borne in mind that this is the first House in which Sir Joseph Ward has had a party returned to support him as head of the Government, and that before the members of the party had been welded into a united phalanx the loyalty of one considerable section was strained by the introduction of the Land Bill. They will not, they declare, permit of the Bill being "bulldozed through" either before Christmas or after Christmas, so long as they have power to prevent it, and if it is "bulldozed through" their attachment to the Party is at an end. <box>971 635 1101 766</box>
paragraph: Received December 6, 9 a.m. LONDON, December 5. <box>298 294 422 313</box>
story-paragraphs <box>566 133 692 268</box>
paragraph: Received December 6, 10.50 p.m. LONDON, December 6. Snowstorms followed the gales in Britain. <box>164 142 290 170</box>
section-title: DROWNING ACCIDENTS. <box>176 399 278 409</box>
section-title: METEOROLOGICAL. <box>186 828 268 838</box>
paragraph: Received December 6, 10.30 a.m. SYDNEY, December 6. <box>566 133 692 152</box>
paragraph: There is a good demand for butter at reduced prices. Buyers are holding back expecting prices to go lower; supplies are increasing. Average price of choicest New Zealand 110s per cwt., Australian 112s, Danish 124s, and Siberian 109s. <box>298 958 422 1015</box>
divider <box>338 762 382 763</box>
paragraph: Referring to Lord Curzon's idea of reform—that the House of Lords should be a smaller body of superior persons chosen by themselves, Sir Edward Grey added:— <box>701 498 826 545</box>
section-title: SPORTING. <box>472 951 517 961</box>
section-subtitle: PRACTICALLY STRANGLED. <box>308 103 412 111</box>
paragraph: A Royal warrant extends the scope of the Edward medal to all industries. <box>298 313 422 333</box>
section-title: AUCTIONEERS' MEMORANDA. <box>836 1205 961 1215</box>
paragraph: The Australian torpedo-destroyers will be named after rivers. The first three will be called Parramatta, Yarra and Warrego. <box>432 197 557 235</box>
paragraph: The Radical newspaper "Nation" calls upon hundreds of thousands of Republicans to refuse to pay taxes should the Government be overthrown at the elections. <box>701 694 826 742</box>
paragraph: Received December 6, 9 a.m. LONDON, December 5. <box>701 1093 826 1112</box>
table-header: Mutton. Carcases. <box>353 1280 381 1298</box>
paragraph: "Land or the People. <box>710 1031 773 1041</box>
column-south-africa <box>432 43 557 1541</box>
